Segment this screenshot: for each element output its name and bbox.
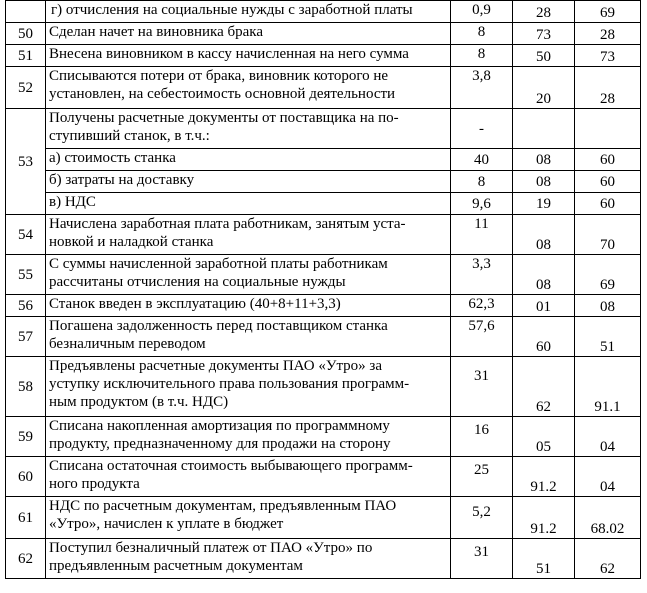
credit-account: 69 [575, 1, 641, 23]
amount-cell: 8 [451, 23, 513, 45]
credit-account: 73 [575, 45, 641, 67]
debit-account: 08 [513, 255, 575, 295]
operation-line: Поступил безналичный платеж от ПАО «Утро» по [49, 540, 373, 556]
debit-account: 60 [513, 317, 575, 357]
operation-line: Списываются потери от брака, виновник которого не [49, 68, 389, 84]
operation-line: Погашена задолженность перед поставщиком станка [49, 318, 388, 334]
table-row [6, 171, 641, 193]
debit-account: 01 [513, 295, 575, 317]
debit-account: 51 [513, 539, 575, 579]
entry-number: 60 [6, 457, 46, 497]
amount-cell: 40 [451, 149, 513, 171]
table-row [6, 255, 641, 295]
operation-line: рассчитаны отчисления на социальные нужды [49, 274, 346, 290]
amount-cell: 5,2 [451, 497, 513, 539]
table-row [6, 45, 641, 67]
table-row [6, 317, 641, 357]
operation-text [46, 255, 451, 295]
operation-text [46, 215, 451, 255]
table-row [6, 215, 641, 255]
debit-account: 91.2 [513, 457, 575, 497]
table-row [6, 497, 641, 539]
operation-text: Станок введен в эксплуатацию (40+8+11+3,3) [46, 295, 451, 317]
table-row [6, 193, 641, 215]
operation-text [46, 317, 451, 357]
debit-account: 08 [513, 149, 575, 171]
amount-cell: 25 [451, 457, 513, 497]
credit-account: 60 [575, 149, 641, 171]
credit-account: 04 [575, 417, 641, 457]
debit-account [513, 109, 575, 149]
amount-cell: 8 [451, 171, 513, 193]
amount-cell: 11 [451, 215, 513, 255]
table-row [6, 1, 641, 23]
debit-account: 73 [513, 23, 575, 45]
amount-cell: 9,6 [451, 193, 513, 215]
credit-account: 28 [575, 23, 641, 45]
credit-account: 28 [575, 67, 641, 109]
operation-line: ного продукта [49, 476, 140, 492]
entry-number: 59 [6, 417, 46, 457]
table-row [6, 357, 641, 417]
table-row [6, 457, 641, 497]
operation-text: Сделан начет на виновника брака [46, 23, 451, 45]
operation-text: Внесена виновником в кассу начисленная на него сумма [46, 45, 451, 67]
operation-line: уступку исключительного права пользования программ- [49, 376, 410, 392]
operation-text: б) затраты на доставку [46, 171, 451, 193]
table-row [6, 295, 641, 317]
credit-account [575, 109, 641, 149]
operation-line: Начислена заработная плата работникам, занятым уста- [49, 216, 406, 232]
table-row [6, 149, 641, 171]
operation-line: Списана остаточная стоимость выбывающего программ- [49, 458, 413, 474]
entry-number: 52 [6, 67, 46, 109]
operation-line: Получены расчетные документы от поставщика на по- [49, 110, 399, 126]
amount-cell: 3,3 [451, 255, 513, 295]
debit-account: 19 [513, 193, 575, 215]
table-row [6, 67, 641, 109]
operation-line: безналичным переводом [49, 336, 206, 352]
credit-account: 70 [575, 215, 641, 255]
entry-number: 53 [6, 109, 46, 215]
credit-account: 60 [575, 171, 641, 193]
amount-cell: 57,6 [451, 317, 513, 357]
accounting-entries-table [5, 0, 641, 579]
operation-line: Списана накопленная амортизация по программному [49, 418, 390, 434]
operation-line: новкой и наладкой станка [49, 234, 214, 250]
operation-text [46, 417, 451, 457]
debit-account: 50 [513, 45, 575, 67]
operation-text [46, 109, 451, 149]
credit-account: 68.02 [575, 497, 641, 539]
credit-account: 04 [575, 457, 641, 497]
debit-account: 20 [513, 67, 575, 109]
operation-text [46, 67, 451, 109]
operation-text: в) НДС [46, 193, 451, 215]
entry-number: 56 [6, 295, 46, 317]
debit-account: 28 [513, 1, 575, 23]
entry-number: 55 [6, 255, 46, 295]
debit-account: 62 [513, 357, 575, 417]
credit-account: 08 [575, 295, 641, 317]
operation-line: ным продуктом (в т.ч. НДС) [49, 394, 229, 410]
table-row [6, 109, 641, 149]
debit-account: 91.2 [513, 497, 575, 539]
debit-account: 08 [513, 171, 575, 193]
table-row [6, 417, 641, 457]
entry-number: 58 [6, 357, 46, 417]
amount-cell: 31 [451, 539, 513, 579]
entry-number: 54 [6, 215, 46, 255]
amount-cell: 62,3 [451, 295, 513, 317]
credit-account: 51 [575, 317, 641, 357]
operation-text [46, 497, 451, 539]
entry-number: 51 [6, 45, 46, 67]
amount-cell: - [451, 109, 513, 149]
amount-cell: 0,9 [451, 1, 513, 23]
credit-account: 60 [575, 193, 641, 215]
amount-cell: 3,8 [451, 67, 513, 109]
credit-account: 62 [575, 539, 641, 579]
operation-text [46, 357, 451, 417]
entry-number [6, 1, 46, 23]
amount-cell: 8 [451, 45, 513, 67]
entry-number: 50 [6, 23, 46, 45]
operation-text [46, 457, 451, 497]
table-row [6, 539, 641, 579]
operation-line: предъявленным расчетным документам [49, 558, 303, 574]
operation-text: а) стоимость станка [46, 149, 451, 171]
amount-cell: 31 [451, 357, 513, 417]
operation-text [46, 539, 451, 579]
operation-line: НДС по расчетным документам, предъявленным ПАО [49, 498, 397, 514]
operation-line: установлен, на себестоимость основной деятельности [49, 86, 396, 102]
table-row [6, 23, 641, 45]
operation-line: Предъявлены расчетные документы ПАО «Утро» за [49, 358, 383, 374]
debit-account: 05 [513, 417, 575, 457]
operation-line: ступивший станок, в т.ч.: [49, 128, 210, 144]
operation-line: С суммы начисленной заработной платы работникам [49, 256, 388, 272]
entry-number: 57 [6, 317, 46, 357]
credit-account: 91.1 [575, 357, 641, 417]
entry-number: 62 [6, 539, 46, 579]
entry-number: 61 [6, 497, 46, 539]
debit-account: 08 [513, 215, 575, 255]
amount-cell: 16 [451, 417, 513, 457]
operation-line: продукту, предназначенному для продажи на сторону [49, 436, 391, 452]
operation-line: «Утро», начислен к уплате в бюджет [49, 516, 284, 532]
operation-text: г) отчисления на социальные нужды с заработной платы [46, 1, 451, 23]
credit-account: 69 [575, 255, 641, 295]
